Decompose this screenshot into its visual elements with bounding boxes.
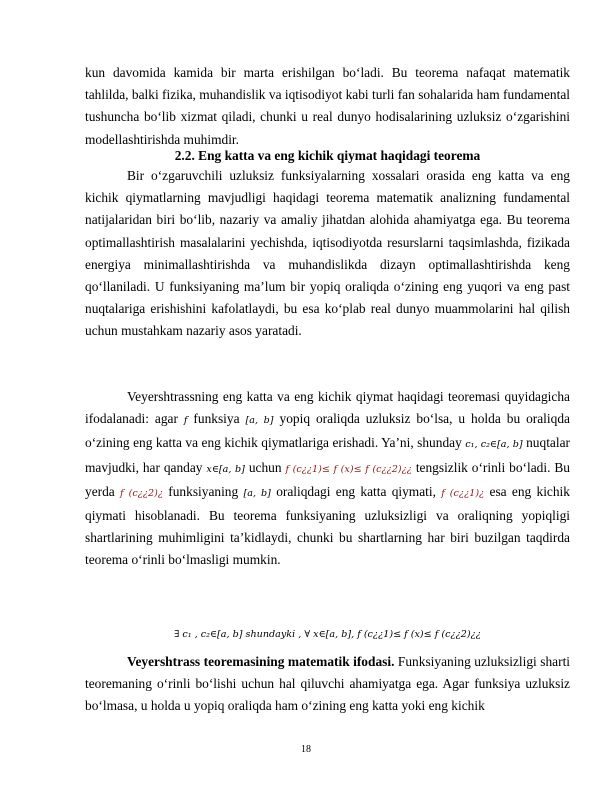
paragraph-intro: kun davomida kamida bir marta erishilgan bo‘ladi. Bu teorema nafaqat matematik tahlilda, balki fizika, muhandislik va iqtisodiyot kabi turli fan sohalarida ham fundamental tushuncha bo‘lib xizmat qiladi, chunki u real dunyo hodisalarining uzluksiz o‘zgarishini modellashtirishda muhimdir. [85,65,570,147]
math-points: c₁, c₂∈[a, b] [465,439,523,451]
text-segment: tengsizlik o‘rinli bo‘ladi. Bu yerda [85,459,570,499]
text-segment: funksiyaning [168,483,239,499]
bold-lead: Veyershtrass teoremasining matematik ifodasi. [127,654,395,669]
math-interval: [a, b] [245,415,274,427]
text-segment: esa eng kichik qiymati hisoblanadi. Bu teorema funksiyaning uzluksizligi va oraliqning yopiqligi shartlarining muhimligini ta’kidlaydi, chunki bu shartlarning har biri buzilgan taqdirda teorema o‘rinli bo‘lmasligi mumkin. [85,483,570,568]
section-heading: 2.2. Eng katta va eng kichik qiymat haqidagi teorema [174,148,481,163]
text-segment: oraliqdagi eng katta qiymati, [276,483,436,499]
math-f: f [183,415,188,427]
math-f-c2: f (c¿¿2)¿ [120,487,163,499]
text-segment: yopiq oraliqda uzluksiz bo‘lsa, u holda bu oraliqda o‘zining eng katta va eng kichik qiymatlariga erishadi. Ya’ni, shunday [85,411,570,451]
math-f-c1: f (c¿¿1)¿ [441,487,485,499]
text-segment: funksiya [193,411,240,427]
paragraph-math-expression [85,651,570,718]
math-interval-2: [a, b] [243,487,271,499]
text-segment: Veyershtrassning eng katta va eng kichik qiymat haqidagi teoremasi quyidagicha ifodalanadi: agar [85,389,570,427]
math-inequality: f (c¿¿1)≤ f (x)≤ f (c¿¿2)¿¿ [285,463,412,475]
paragraph-weierstrass [85,386,570,572]
math-x-in-interval: x∈[a, b] [206,463,245,475]
paragraph-theorem-intro: Bir o‘zgaruvchili uzluksiz funksiyalarning xossalari orasida eng katta va eng kichik qiymatlarning mavjudligi haqidagi teorema matematik analizning fundamental natijalaridan biri bo‘lib, nazariy va amaliy jihatdan alohida ahamiyatga ega. Bu teorema optimallashtirish masalalarini yechishda, iqtisodiyotda resurslarni taqsimlashda, fizikada energiya minimallashtirishda va muhandislikda dizayn optimallashtirishda keng qo‘llaniladi. U funksiyaning ma’lum bir yopiq oraliqda o‘zining eng yuqori va eng past nuqtalariga erishishini kafolatlaydi, bu esa ko‘plab real dunyo muammolarini hal qilish uchun mustahkam nazariy asos yaratadi. [85,168,570,339]
text-segment: Funksiyaning uzluksizligi sharti teoremaning o‘rinli bo‘lishi uchun hal qiluvchi ahamiyatga ega. Agar funksiya uzluksiz bo‘lmasa, u holda u yopiq oraliqda ham o‘zining eng katta yoki eng kichik [85,654,571,714]
text-segment: uchun [248,459,282,475]
page-number: 18 [301,744,311,755]
display-formula: ∃ c₁ , c₂∈[a, b] shundayki , ∀ x∈[a, b], f (c¿¿1)≤ f (x)≤ f (c¿¿2)¿¿ [174,629,481,640]
text-segment: nuqtalar mavjudki, har qanday [85,435,570,475]
